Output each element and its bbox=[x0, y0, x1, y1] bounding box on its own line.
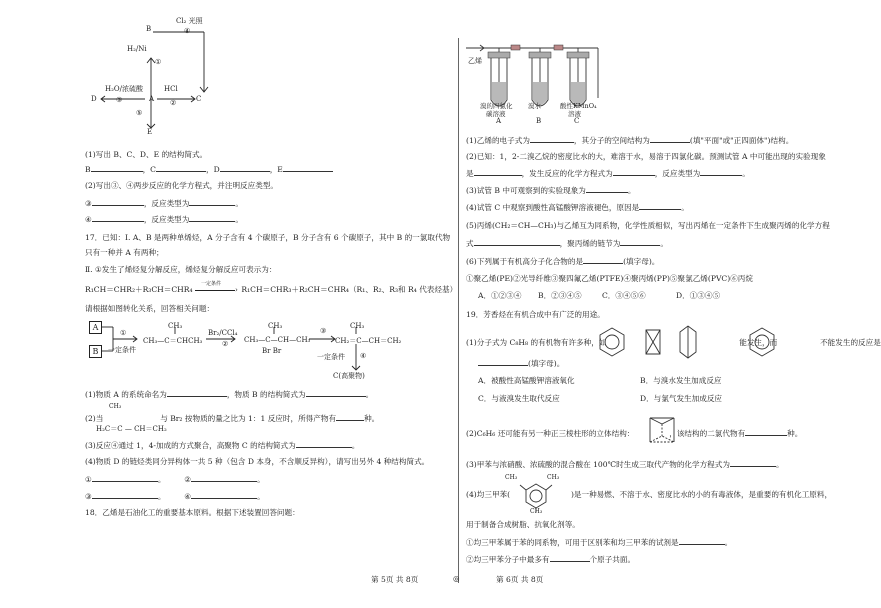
q18-sub4: (4)试管 C 中观察到酸性高锰酸钾溶液褪色，原因是 。 bbox=[466, 203, 689, 212]
label-step4: ④ bbox=[184, 27, 191, 35]
q19-sub4-line1: (4)均三甲苯( )是一种易燃、不溶于水、密度比水的小的有毒液体，是重要的有机化工原料， bbox=[466, 490, 833, 499]
scheme-cond1: 一定条件 bbox=[108, 346, 136, 354]
label-step3: ③ bbox=[116, 96, 123, 104]
q17-sub3: (3)反应④通过 1，4-加成的方式聚合，高聚物 C 的结构简式为 。 bbox=[85, 441, 360, 450]
q19-sub4-line2: 用于制备合成树脂、抗氧化剂等。 bbox=[466, 520, 580, 529]
q18-sub2-line2: 是 ，发生反应的化学方程式为 ，反应类型为 。 bbox=[466, 169, 750, 178]
q19-option-c: C．与液溴发生取代反应 bbox=[478, 394, 560, 403]
scheme-ch3-a: CH₃ bbox=[168, 322, 183, 330]
q18-sub2-line1: (2)已知：1，2-二溴乙烷的密度比水的大，难溶于水，易溶于四氯化碳。预测试管 A 中可能出现的实验现象 bbox=[466, 152, 826, 161]
scheme-polymer: C(高聚物) bbox=[333, 372, 365, 380]
q18-option-c: C．③④⑤⑥ bbox=[602, 291, 646, 300]
q18-sub5-line2: 式 ，聚丙烯的链节为 。 bbox=[466, 239, 668, 248]
mesitylene-ch3-3: CH₃ bbox=[530, 508, 543, 515]
label-e: E bbox=[147, 128, 153, 136]
q19-title: 19．芳香烃在有机合成中有广泛的用途。 bbox=[466, 310, 605, 319]
label-hcl: HCl bbox=[164, 85, 178, 93]
scheme-step4: ④ bbox=[360, 352, 367, 360]
scheme-brbr: Br Br bbox=[262, 347, 282, 355]
q17-sub1: (1)物质 A 的系统命名为 ，物质 B 的结构简式为 。 bbox=[85, 390, 374, 399]
q17-answers-row2: ③ 。 ④ 。 bbox=[85, 492, 265, 501]
label-c: C bbox=[196, 95, 202, 103]
q17-line5: 请根据如图转化关系，回答相关问题： bbox=[85, 304, 215, 313]
q18-sub5-line1: (5)丙烯(CH₂＝CH—CH₃)与乙烯互为同系物，化学性质相似，写出丙烯在一定条件下生成聚丙烯的化学方程 bbox=[466, 221, 830, 230]
q17-answers-row1: ① 。 ② 。 bbox=[85, 475, 265, 484]
tube-b-letter: B bbox=[536, 117, 542, 125]
tube-a-label2: 碳溶液 bbox=[486, 110, 506, 118]
tube-c-letter: C bbox=[574, 117, 580, 125]
scheme-mol3: CH₂＝C—CH＝CH₂ bbox=[335, 337, 402, 345]
q19-sub2: (2)C₆H₆ 还可能有另一种正三棱柱形的立体结构： ，该结构的二氯代物有 种。 bbox=[466, 429, 803, 438]
scheme-step3: ③ bbox=[320, 327, 327, 335]
q16-line2: B ，C ，D ，E bbox=[85, 164, 333, 175]
label-step2: ② bbox=[170, 99, 177, 107]
q19-sub4-q1: ①均三甲苯属于苯的同系物，可用于区别苯和均三甲苯的试剂是 。 bbox=[466, 538, 733, 547]
q18-sub1: (1)乙烯的电子式为 ，其分子的空间结构为 (填"平面"或"正四面体")结构。 bbox=[466, 136, 794, 145]
label-h2ni: H₂/Ni bbox=[127, 45, 147, 53]
scheme-ch3-c: CH₃ bbox=[350, 322, 365, 330]
gas-label: 乙烯 bbox=[468, 57, 482, 65]
q19-sub1-line1: (1)分子式为 C₈H₈ 的有机物有许多种，如 能发生，而 不能发生的反应是 bbox=[466, 338, 881, 347]
q17-sub4: (4)物质 D 的链烃类同分异构体一共 5 种（包含 D 本身，不含顺反异构），请写出另外 4 种结构简式。 bbox=[85, 457, 430, 466]
reaction-scheme-1 bbox=[85, 20, 225, 138]
scheme-mol1: CH₃—C＝CHCH₃ bbox=[143, 337, 203, 345]
q17-line1: 17．已知：Ⅰ. A、B 是两种单烯烃，A 分子含有 4 个碳原子，B 分子含有 6 个碳原子，其中 B 的一氯取代物 bbox=[85, 233, 451, 242]
scheme-ch3-b: CH₃ bbox=[268, 322, 283, 330]
q17-line4: R₁CH＝CHR₂＋R₃CH＝CHR₄ 一定条件 › R₁CH＝CHR₃＋R₂CH＝CHR₄（R₁、R₂、R₃和 R₄ 代表烃基） bbox=[85, 281, 458, 294]
q18-option-a: A．①②③④ bbox=[478, 291, 522, 300]
label-cl2: Cl₂ 光照 bbox=[176, 17, 203, 25]
scheme-step1: ① bbox=[120, 329, 127, 337]
scheme-br2: Br₂/CCl₄ bbox=[208, 329, 238, 337]
mesitylene-ch3-2: CH₃ bbox=[547, 474, 560, 481]
tube-c-label2: 溶液 bbox=[568, 110, 581, 118]
label-a: A bbox=[149, 95, 155, 103]
label-h2o: H₂O/浓硫酸 bbox=[105, 85, 144, 93]
scheme-mol2: CH₃—C—CH—CH₃ bbox=[244, 336, 311, 344]
prismane-structure bbox=[647, 412, 677, 446]
q16-line1: (1)写出 B、C、D、E 的结构简式。 bbox=[85, 150, 208, 159]
mesitylene-ch3-1: CH₃ bbox=[505, 474, 518, 481]
q18-sub6: (6)下列属于有机高分子化合物的是 (填字母)。 bbox=[466, 257, 660, 266]
q16-line5: ④ ，反应类型为 。 bbox=[85, 215, 243, 224]
q18-sub6-items: ①聚乙烯(PE)②光导纤维③聚四氟乙烯(PTFE)④聚丙烯(PP)⑤聚氯乙烯(PVC)⑥丙烷 bbox=[466, 274, 753, 283]
q19-sub3: (3)甲苯与浓硝酸、浓硫酸的混合酸在 100℃时生成三取代产物的化学方程式为 。 bbox=[466, 460, 784, 469]
q16-line4: ③ ，反应类型为 。 bbox=[85, 199, 243, 208]
q19-sub4-q2: ②均三甲苯分子中最多有 个原子共面。 bbox=[466, 555, 636, 564]
box-b: B bbox=[89, 345, 102, 358]
c8h8-structures bbox=[590, 322, 850, 364]
q17-sub2: (2)当 与 Br₂ 按物质的量之比为 1：1 反应时，所得产物有 种。 bbox=[85, 414, 380, 423]
scheme-step2: ② bbox=[222, 340, 229, 348]
q17-line2: 只有一种并 A 有两种； bbox=[85, 248, 164, 257]
label-step5: ⑤ bbox=[136, 109, 143, 117]
label-d: D bbox=[91, 95, 97, 103]
q17-sub2-ch3: CH₃ bbox=[109, 403, 122, 410]
q17-line3: Ⅱ. ①发生了烯烃复分解反应，烯烃复分解反应可表示为： bbox=[85, 265, 277, 274]
q19-option-b: B．与溴水发生加成反应 bbox=[640, 376, 722, 385]
q18-option-b: B．②③④⑤ bbox=[538, 291, 582, 300]
tube-c-label: 酸性KMnO₄ bbox=[560, 102, 597, 110]
q19-sub1-line2: (填字母)。 bbox=[478, 358, 564, 369]
scheme-cond2: 一定条件 bbox=[317, 353, 345, 361]
page-number-left: 第 5页 共 8页 bbox=[371, 575, 419, 584]
q18-sub3: (3)试管 B 中可观察到的实验现象为 。 bbox=[466, 186, 636, 195]
q16-line3: (2)写出③、④两步反应的化学方程式，并注明反应类型。 bbox=[85, 181, 279, 190]
tube-a-label: 溴的四氯化 bbox=[480, 102, 513, 110]
q17-sub2-molecule: H₂C＝C — CH＝CH₂ bbox=[96, 425, 167, 433]
column-divider bbox=[458, 38, 459, 583]
box-a: A bbox=[89, 321, 102, 334]
q19-option-d: D．与氯气发生加成反应 bbox=[640, 394, 723, 403]
q18-option-d: D．①③④⑤ bbox=[676, 291, 721, 300]
q18-line: 18．乙烯是石油化工的重要基本原料。根据下述装置回答问题： bbox=[85, 508, 300, 517]
q19-option-a: A．被酸性高锰酸钾溶液氧化 bbox=[478, 376, 575, 385]
tube-a-letter: A bbox=[496, 117, 502, 125]
tube-b-label: 溴水 bbox=[528, 102, 541, 110]
label-step1: ① bbox=[155, 58, 162, 66]
page-number-right: 第 6页 共 8页 bbox=[496, 575, 544, 584]
label-b: B bbox=[146, 25, 152, 33]
page-center-mark: ◎ bbox=[453, 574, 460, 583]
